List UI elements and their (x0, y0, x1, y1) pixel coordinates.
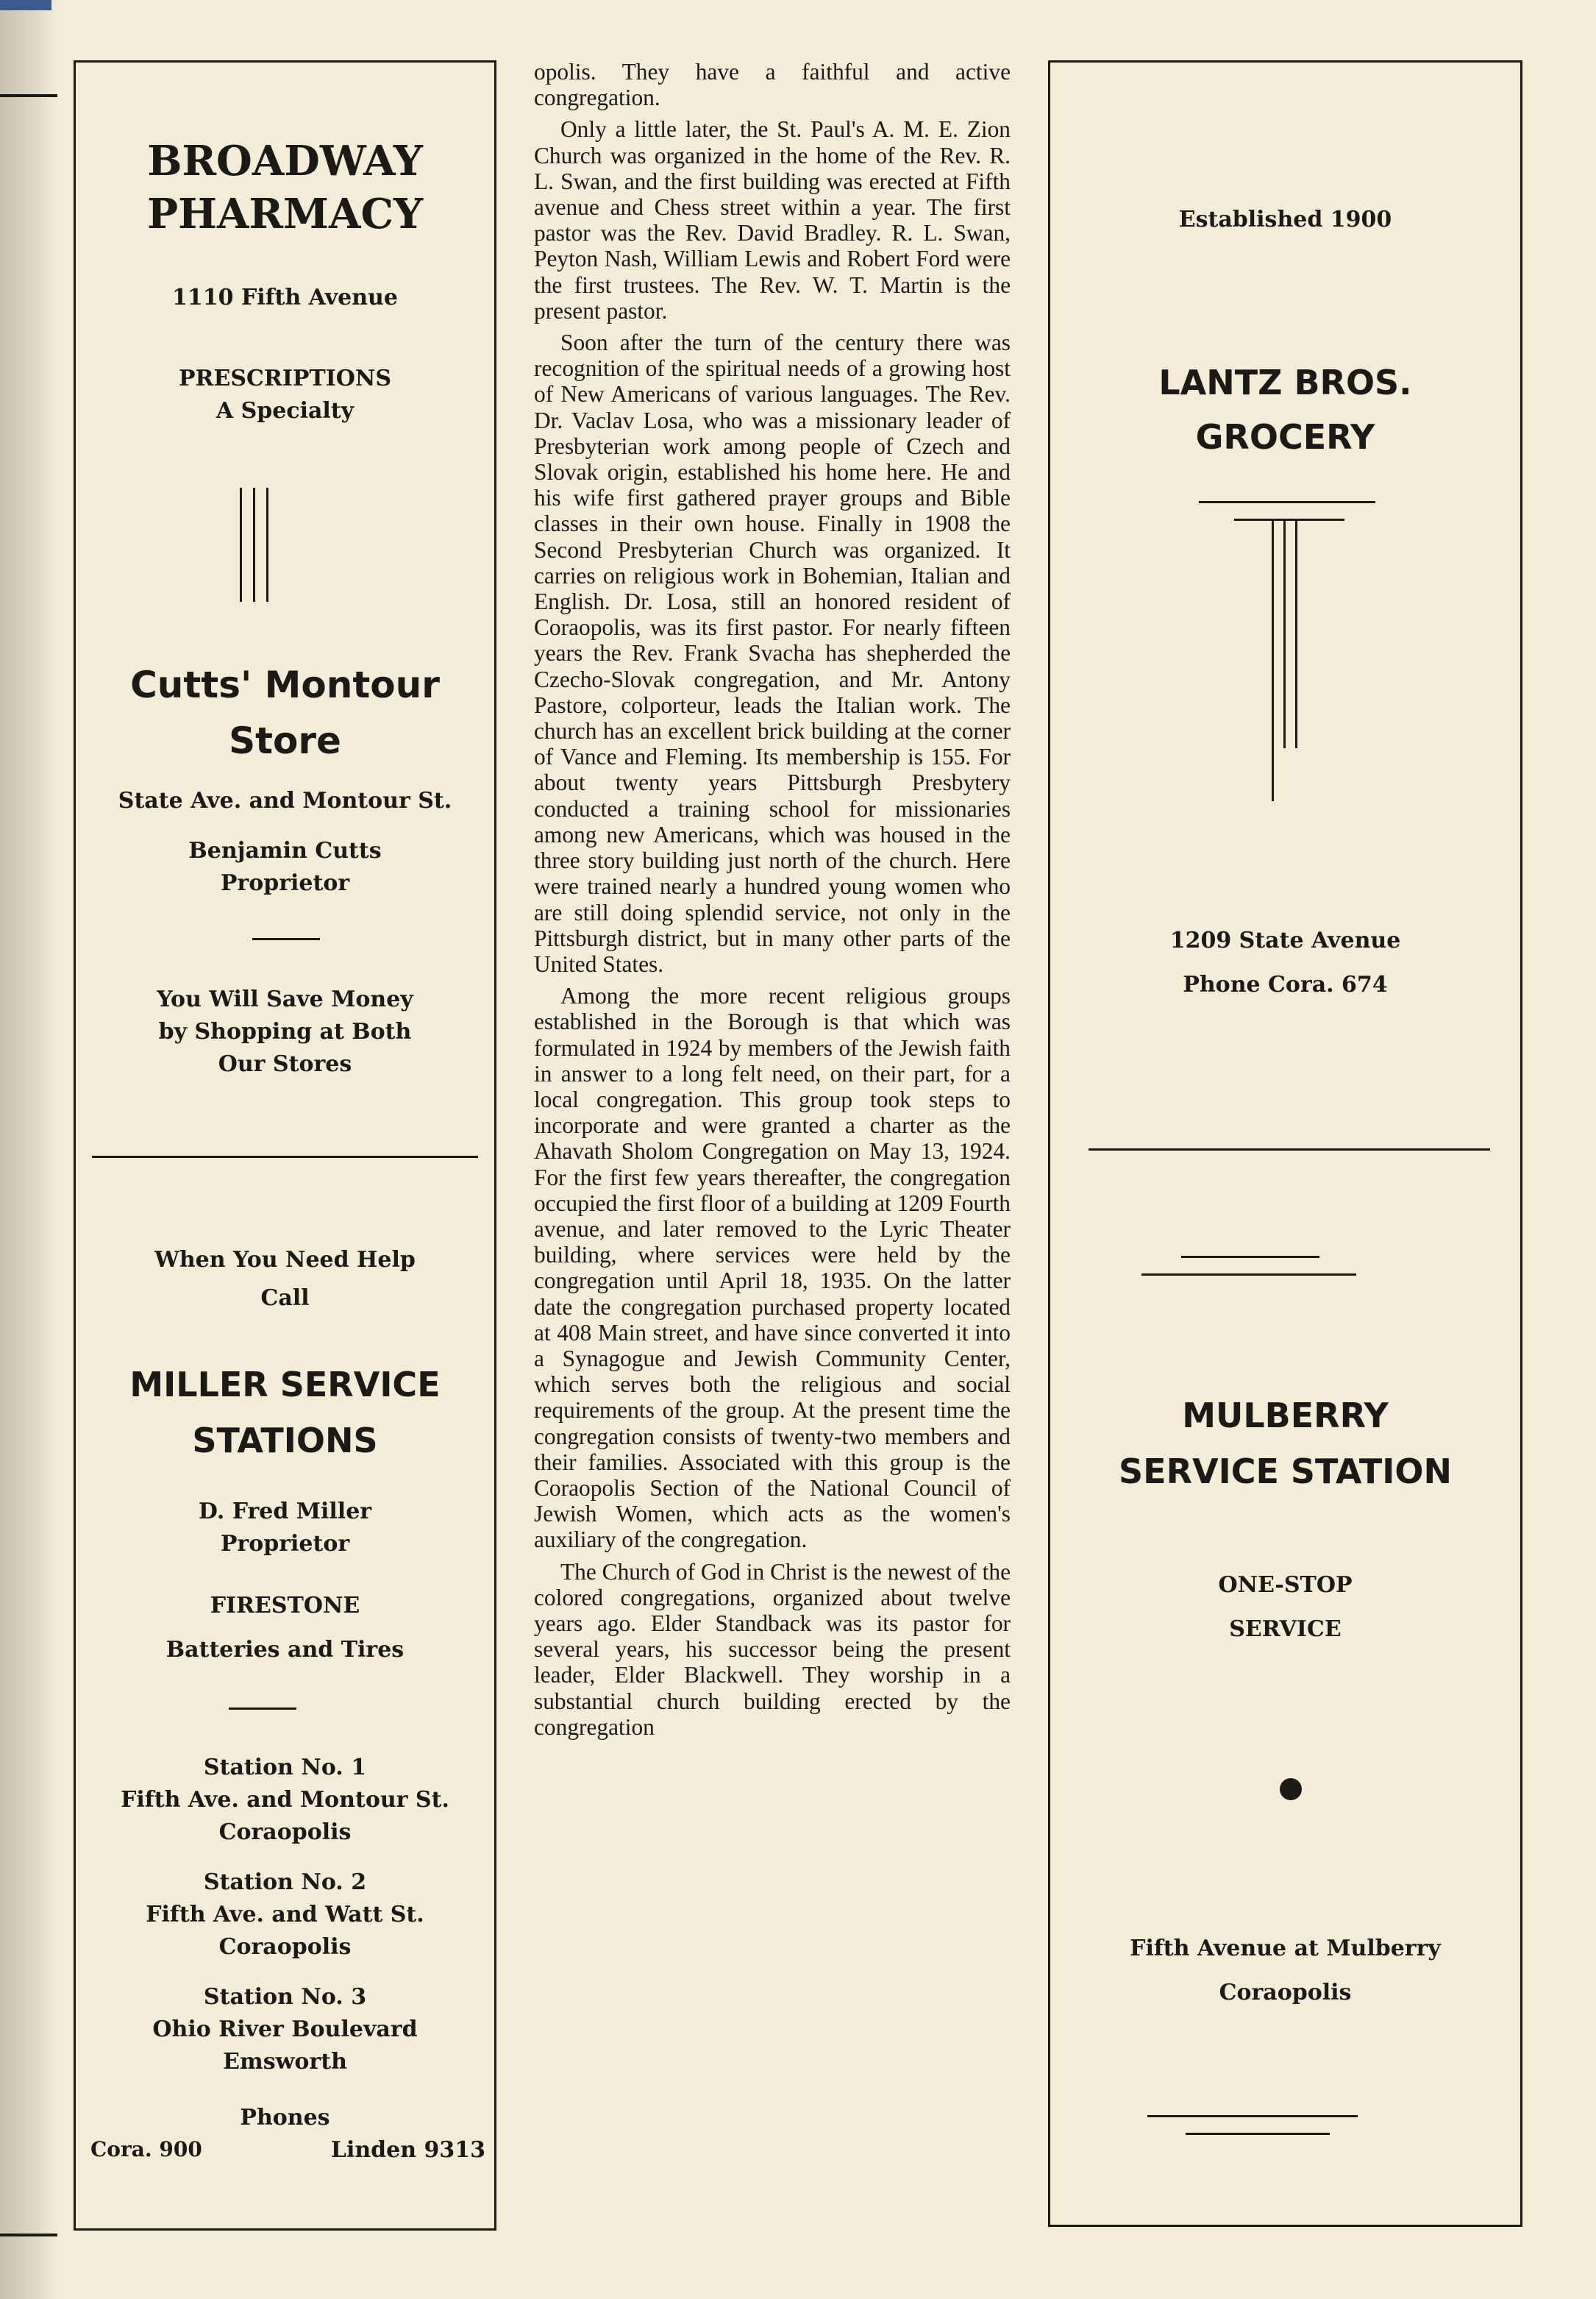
station-1-name: Station No. 1 (203, 1755, 367, 1780)
ornament-dot (1280, 1778, 1302, 1800)
binding-edge-line (0, 94, 57, 97)
mulberry-title-1: MULBERRY (1182, 1396, 1389, 1435)
decorative-bar (253, 488, 255, 602)
section-divider (92, 1156, 478, 1158)
cutts-owner-name: Benjamin Cutts (188, 838, 382, 864)
cutts-address: State Ave. and Montour St. (118, 788, 452, 814)
miller-owner-title: Proprietor (220, 1531, 350, 1557)
miller-products: Batteries and Tires (165, 1637, 405, 1663)
paragraph-4: Among the more recent religious groups established in the Borough is that which was formulated in 1924 by members of the Jewish faith in answer to a long felt need, on their part, for a local congregation. This group took steps to incorporate and were granted a charter as the Ahavath Sholom Congregation on May 13, 1924. For the first few years thereafter, the congregation occupied the first floor of a building at 1209 Fourth avenue, and later removed to the Lyric Theater building, where services were held by the congregation until April 18, 1935. On the latter date the congregation purchased property located at 408 Main street, and have since converted it into a Synagogue and Jewish Community Center, which serves both the religious and social requirements of the group. At the present time the congregation consists of twenty-two members and their families. Associated with this group is the Coraopolis Section of the National Council of Jewish Women, which acts as the women's auxiliary of the congregation. (534, 983, 1011, 1553)
binding-edge-line (0, 2234, 57, 2236)
cutts-slogan-3: Our Stores (218, 1051, 352, 1077)
lantz-address: 1209 State Avenue (1169, 928, 1401, 953)
short-divider (229, 1708, 296, 1710)
cutts-slogan-2: by Shopping at Both (158, 1019, 412, 1045)
broadway-title-1: BROADWAY (147, 137, 423, 185)
ornament-bar (1295, 520, 1297, 748)
station-3-name: Station No. 3 (203, 1984, 367, 2010)
ornament-rule (1186, 2133, 1330, 2135)
miller-title-2: STATIONS (192, 1421, 378, 1460)
page-binding-shadow (0, 0, 57, 2299)
paragraph-2: Only a little later, the St. Paul's A. M. E. Zion Church was organized in the home of the Rev. R. L. Swan, and the first building was erected at Fifth avenue and Chess street within a year. The first pastor was the Rev. David Bradley. R. L. Swan, Peyton Nash, William Lewis and Robert Ford were the first trustees. The Rev. W. T. Martin is the present pastor. (534, 116, 1011, 324)
miller-owner-name: D. Fred Miller (198, 1499, 372, 1524)
lantz-established: Established 1900 (1178, 207, 1392, 232)
top-corner-mark (0, 0, 51, 10)
station-3-street: Ohio River Boulevard (152, 2016, 418, 2042)
section-divider (1089, 1148, 1490, 1151)
ornament-rule (1147, 2115, 1358, 2117)
paragraph-3: Soon after the turn of the century there was recognition of the spiritual needs of a growing host of New Americans of various languages. The Rev. Dr. Vaclav Losa, who was a missionary leader of Presbyterian work among people of Czech and Slovak origin, established his home here. He and his wife first gathered prayer groups and Bible classes in their own house. Finally in 1908 the Second Presbyterian Church was organized. It carries on religious work in Bohemian, Italian and English. Dr. Losa, still an honored resident of Coraopolis, was its first pastor. For nearly fifteen years the Rev. Frank Svacha has shepherded the Czecho-Slovak congregation, and Mr. Antony Pastore, colporteur, leads the Italian work. The church has an excellent brick building at the corner of Vance and Fleming. Its membership is 155. For about twenty years Pittsburgh Presbytery conducted a training school for missionaries among new Americans, which was housed in the three story building just north of the church. Here were trained nearly a hundred young women who are still doing splendid service, not only in the Pittsburgh district, but in many other parts of the United States. (534, 330, 1011, 977)
cutts-owner-title: Proprietor (220, 870, 350, 896)
lantz-phone: Phone Cora. 674 (1183, 972, 1388, 998)
broadway-specialty-2: A Specialty (215, 398, 355, 424)
station-2-name: Station No. 2 (203, 1869, 367, 1895)
miller-title-1: MILLER SERVICE (129, 1365, 441, 1404)
mulberry-service-2: SERVICE (1229, 1616, 1342, 1642)
station-2-city: Coraopolis (218, 1934, 352, 1960)
station-3-city: Emsworth (223, 2049, 347, 2075)
cutts-title-2: Store (229, 719, 341, 762)
decorative-bar (266, 488, 268, 602)
station-2-street: Fifth Ave. and Watt St. (146, 1902, 424, 1927)
miller-brand: FIRESTONE (210, 1593, 360, 1618)
ornament-bar (1283, 520, 1286, 748)
lantz-title-2: GROCERY (1195, 417, 1375, 457)
ornament-rule (1181, 1256, 1319, 1258)
station-1-street: Fifth Ave. and Montour St. (121, 1787, 449, 1813)
phone-linden: Linden 9313 (330, 2137, 485, 2163)
cutts-slogan-1: You Will Save Money (157, 987, 413, 1012)
paragraph-1: opolis. They have a faithful and active congregation. (534, 59, 1011, 111)
phones-label: Phones (240, 2105, 330, 2131)
mulberry-service-1: ONE-STOP (1218, 1572, 1353, 1598)
phone-cora: Cora. 900 (90, 2137, 202, 2161)
cutts-title-1: Cutts' Montour (130, 664, 440, 706)
lantz-title-1: LANTZ BROS. (1158, 363, 1412, 402)
miller-intro-1: When You Need Help (154, 1247, 416, 1273)
right-ad-column (1048, 60, 1522, 2227)
paragraph-5: The Church of God in Christ is the newest of the colored congregations, organized about twelve years ago. Elder Standback was its pastor for several years, his successor being the present leader, Elder Blackwell. They worship in a substantial church building erected by the congregation (534, 1558, 1011, 1740)
broadway-title-2: PHARMACY (147, 190, 423, 238)
ornament-rule (1199, 501, 1375, 503)
mulberry-location-1: Fifth Avenue at Mulberry (1130, 1936, 1441, 1961)
ornament-bar (1272, 520, 1274, 801)
ornament-rule (1234, 519, 1344, 521)
mulberry-title-2: SERVICE STATION (1119, 1451, 1452, 1491)
miller-intro-2: Call (260, 1285, 310, 1311)
short-divider (252, 938, 320, 940)
station-1-city: Coraopolis (218, 1819, 352, 1845)
history-text-column (534, 59, 1011, 1746)
mulberry-location-2: Coraopolis (1219, 1980, 1352, 2005)
left-ad-column (74, 60, 496, 2231)
broadway-specialty-1: PRESCRIPTIONS (179, 366, 391, 391)
ornament-rule (1141, 1273, 1356, 1276)
broadway-address: 1110 Fifth Avenue (172, 285, 398, 310)
decorative-bar (240, 488, 242, 602)
